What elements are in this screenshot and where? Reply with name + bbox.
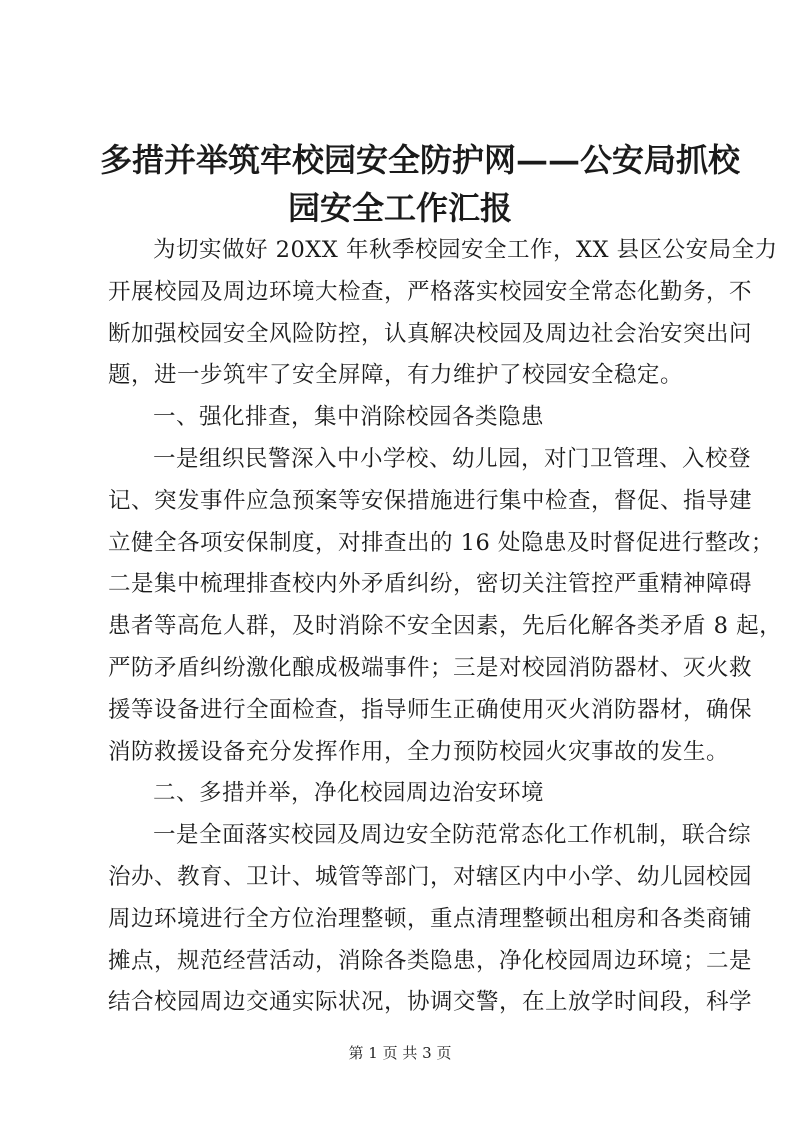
paragraph-line: 二是集中梳理排查校内外矛盾纠纷，密切关注管控严重精神障碍 — [108, 571, 753, 598]
paragraph-first-line: 一是组织民警深入中小学校、幼儿园，对门卫管理、入校登 — [153, 445, 752, 472]
paragraph-line: 立健全各项安保制度，对排查出的 16 处隐患及时督促进行整改； — [108, 529, 774, 556]
paragraph-line: 周边环境进行全方位治理整顿，重点清理整顿出租房和各类商铺 — [108, 905, 753, 932]
paragraph-first-line: 二、多措并举，净化校园周边治安环境 — [153, 780, 545, 807]
document-body — [108, 230, 783, 1024]
paragraph-line: 断加强校园安全风险防控，认真解决校园及周边社会治安突出问 — [108, 320, 753, 347]
paragraph-line: 严防矛盾纠纷激化酿成极端事件；三是对校园消防器材、灭火救 — [108, 654, 753, 681]
paragraph-line: 记、突发事件应急预案等安保措施进行集中检查，督促、指导建 — [108, 487, 753, 514]
paragraph-line: 消防救援设备充分发挥作用，全力预防校园火灾事故的发生。 — [108, 738, 730, 765]
paragraph-first-line: 一是全面落实校园及周边安全防范常态化工作机制，联合综 — [153, 822, 752, 849]
page-footer: 第 1 页 共 3 页 — [348, 1044, 452, 1062]
paragraph-line: 开展校园及周边环境大检查，严格落实校园安全常态化勤务，不 — [108, 278, 753, 305]
paragraph-line: 患者等高危人群，及时消除不安全因素，先后化解各类矛盾 8 起， — [108, 613, 783, 640]
title-line: 园安全工作汇报 — [287, 189, 512, 227]
paragraph-line: 援等设备进行全面检查，指导师生正确使用灭火消防器材，确保 — [108, 696, 753, 723]
document-title — [100, 136, 741, 232]
paragraph-line: 题，进一步筑牢了安全屏障，有力维护了校园安全稳定。 — [108, 362, 684, 389]
paragraph-line: 治办、教育、卫计、城管等部门，对辖区内中小学、幼儿园校园 — [108, 863, 753, 890]
paragraph-line: 摊点，规范经营活动，消除各类隐患，净化校园周边环境；二是 — [108, 947, 753, 974]
paragraph-first-line: 为切实做好 20XX 年秋季校园安全工作，XX 县区公安局全力 — [153, 237, 778, 263]
paragraph-first-line: 一、强化排查，集中消除校园各类隐患 — [153, 404, 545, 431]
title-line: 多措并举筑牢校园安全防护网——公安局抓校 — [100, 141, 741, 179]
paragraph-line: 结合校园周边交通实际状况，协调交警，在上放学时间段，科学 — [108, 989, 753, 1016]
